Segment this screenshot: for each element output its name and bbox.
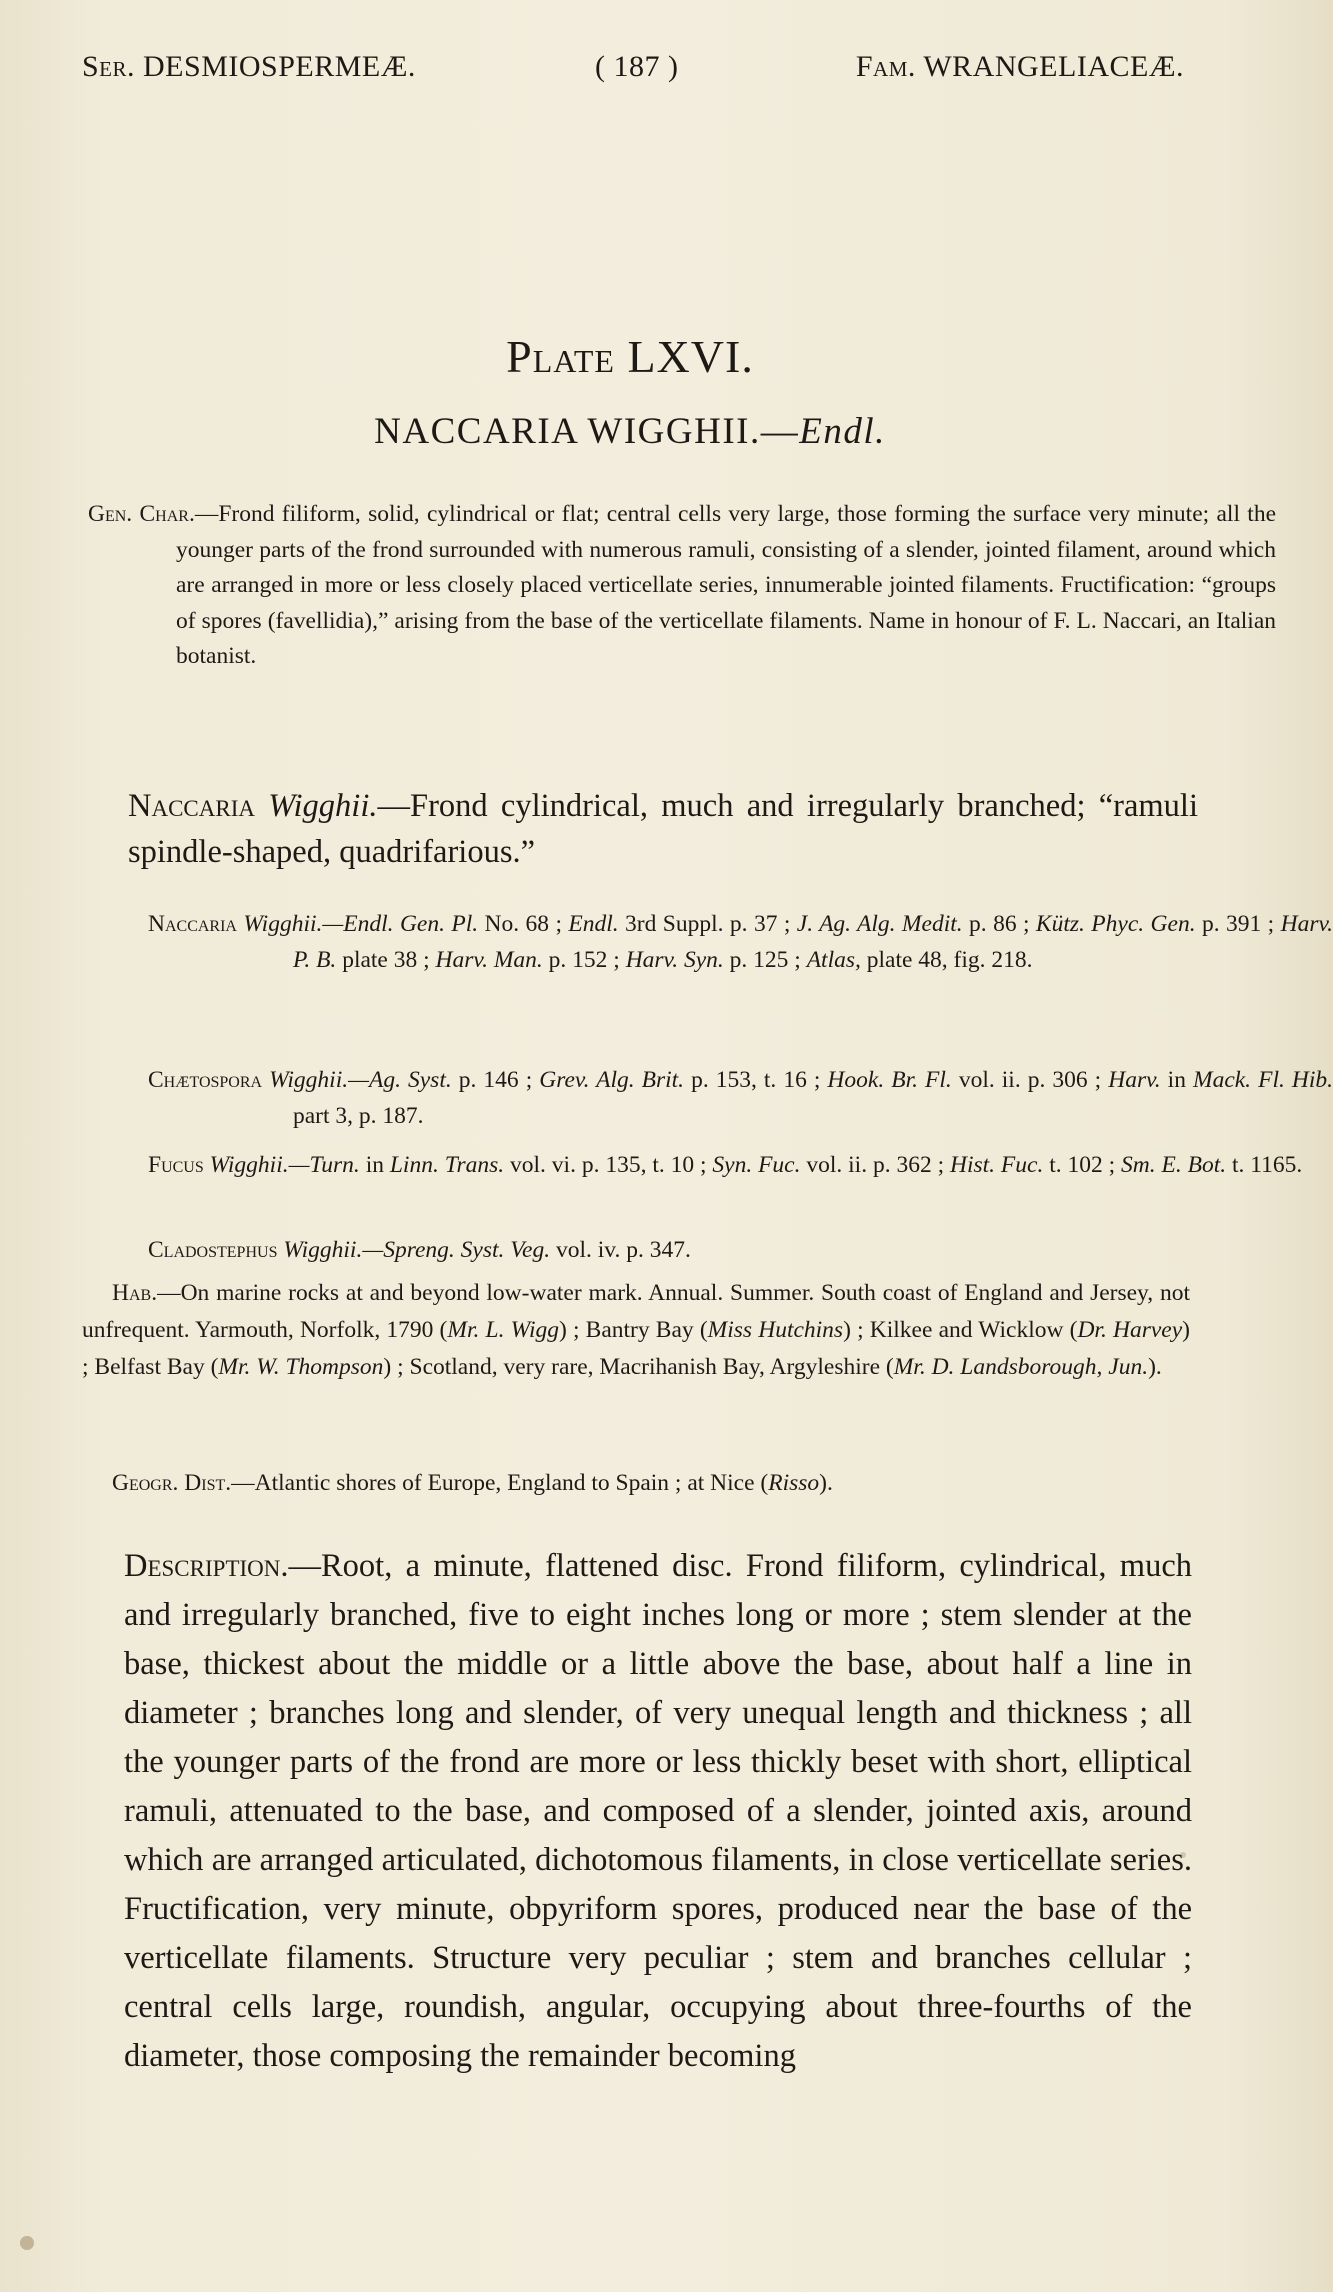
synonym-entry [148, 1062, 1333, 1134]
species-title-author: Endl. [799, 411, 886, 452]
specific-character [128, 783, 1198, 875]
generic-character [88, 497, 1276, 675]
habitat-paragraph [82, 1275, 1190, 1386]
synonym-entry [148, 1147, 1333, 1183]
description-paragraph [124, 1542, 1192, 2081]
generic-character-label: Gen. Char. [88, 501, 195, 527]
specific-character-genus: Naccaria [128, 788, 255, 824]
synonym-references: Wigghii.—Ag. Syst. p. 146 ; Grev. Alg. Brit. p. 153, t. 16 ; Hook. Br. Fl. vol. ii. p. 306 ; Harv. in Mack. Fl. Hib. part 3, p. 187. [269, 1067, 1333, 1129]
synonym-references: Wigghii.—Endl. Gen. Pl. No. 68 ; Endl. 3rd Suppl. p. 37 ; J. Ag. Alg. Medit. p. 86 ; Kütz. Phyc. Gen. p. 391 ; Harv. P. B. plate 38 ; Harv. Man. p. 152 ; Harv. Syn. p. 125 ; Atlas, plate 48, fig. 218. [243, 911, 1333, 973]
running-header-family: Fam. WRANGELIACEÆ. [855, 50, 1184, 83]
paper-stain [1180, 1852, 1186, 1858]
synonym-entry [148, 906, 1333, 978]
plate-heading: Plate LXVI. [506, 331, 754, 382]
paper-stain [20, 2236, 34, 2250]
geographic-distribution-text: —Atlantic shores of Europe, England to Spain ; at Nice (Risso). [231, 1470, 833, 1496]
habitat-text: —On marine rocks at and beyond low-water mark. Annual. Summer. South coast of England and Jersey, not unfrequent. Yarmouth, Norfolk, 1790 (Mr. L. Wigg) ; Bantry Bay (Miss Hutchins) ; Kilkee and Wicklow (Dr. Harvey) ; Belfast Bay (Mr. W. Thompson) ; Scotland, very rare, Macrihanish Bay, Argyleshire (Mr. D. Landsborough, Jun.). [82, 1280, 1190, 1380]
generic-character-text: —Frond filiform, solid, cylindrical or flat; central cells very large, those forming the surface very minute; all the younger parts of the frond surrounded with numerous ramuli, consisting of a slender, jointed filament, around which are arranged in more or less closely placed verticellate series, innumerable jointed filaments. Fructification: “groups of spores (favellidia),” arising from the base of the verticellate filaments. Name in honour of F. L. Naccari, an Italian botanist. [176, 501, 1276, 669]
synonym-genus: Naccaria [148, 911, 237, 937]
synonym-genus: Fucus [148, 1152, 204, 1178]
synonym-genus: Cladostephus [148, 1237, 278, 1263]
running-header-series: Ser. DESMIOSPERMEÆ. [82, 50, 416, 83]
geographic-distribution [112, 1465, 1190, 1502]
species-title-name: NACCARIA WIGGHII.— [374, 411, 800, 452]
description-text: —Root, a minute, flattened disc. Frond filiform, cylindrical, much and irregularly branched, five to eight inches long or more ; stem slender at the base, thickest about the middle or a little above the base, about half a line in diameter ; branches long and slender, of very unequal length and thickness ; all the younger parts of the frond are more or less thickly beset with short, elliptical ramuli, attenuated to the base, and composed of a slender, jointed axis, around which are arranged articulated, dichotomous filaments, in close verticellate series. Fructification, very minute, obpyriform spores, produced near the base of the verticellate filaments. Structure very peculiar ; stem and branches cellular ; central cells large, roundish, angular, occupying about three-fourths of the diameter, those composing the remainder becoming [124, 1548, 1192, 2074]
geographic-distribution-label: Geogr. Dist. [112, 1470, 232, 1496]
page-number: ( 187 ) [595, 50, 679, 83]
specific-character-species: Wigghii. [268, 788, 378, 824]
synonym-references: Wigghii.—Spreng. Syst. Veg. vol. iv. p. 347. [283, 1237, 691, 1263]
synonym-references: Wigghii.—Turn. in Linn. Trans. vol. vi. p. 135, t. 10 ; Syn. Fuc. vol. ii. p. 362 ; Hist. Fuc. t. 102 ; Sm. E. Bot. t. 1165. [209, 1152, 1303, 1178]
synonym-genus: Chætospora [148, 1067, 263, 1093]
species-title [0, 410, 1260, 453]
synonym-entry [148, 1232, 1333, 1268]
habitat-label: Hab. [112, 1280, 158, 1306]
description-label: Description. [124, 1548, 289, 1584]
specific-character-text: —Frond cylindrical, much and irregularly branched; “ramuli spindle-shaped, quadrifarious.” [128, 788, 1198, 870]
